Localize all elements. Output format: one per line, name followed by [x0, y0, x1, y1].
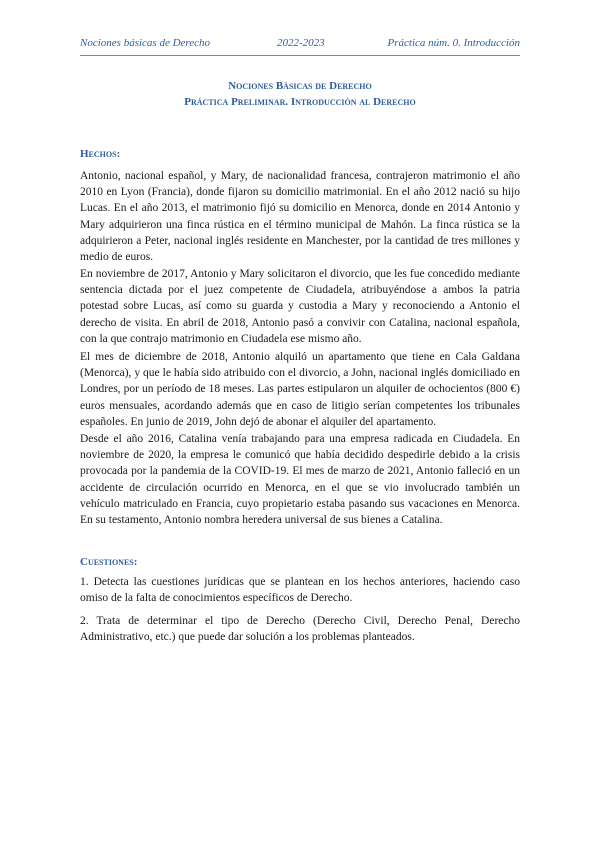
- document-subtitle: Práctica Preliminar. Introducción al Derecho: [184, 96, 416, 108]
- hechos-paragraph: Antonio, nacional español, y Mary, de nacionalidad francesa, contrajeron matrimonio el año 2010 en Lyon (Francia), donde fijaron su domicilio matrimonial. En el año 2012 nació su hijo Lucas. En el año 2013, el matrimonio fijó su domicilio en Menorca, donde en 2014 Antonio y Mary adquirieron una finca rústica en el término municipal de Mahón. La finca rústica se la adquirieron a Peter, nacional inglés residente en Manchester, por la cantidad de tres millones y medio de euros.: [80, 170, 520, 264]
- document-title: Nociones Básicas de Derecho: [228, 80, 372, 92]
- hechos-paragraph: El mes de diciembre de 2018, Antonio alquiló un apartamento que tiene en Cala Galdana (Menorca), y que le había sido atribuido con el divorcio, a John, nacional inglés domiciliado en Londres, por un período de 18 meses. Las partes estipularon un alquiler de ochocientos (800 €) euros mensuales, acordando además que en caso de litigio serían competentes los tribunales españoles. En junio de 2019, John dejó de abonar el alquiler del apartamento.: [80, 351, 520, 428]
- header-practice-number: Práctica núm. 0. Introducción: [387, 37, 520, 49]
- header-divider: [80, 55, 520, 56]
- section-heading-cuestiones: Cuestiones:: [80, 556, 138, 568]
- cuestion-item: 1. Detecta las cuestiones jurídicas que se plantean en los hechos anteriores, haciendo caso omiso de la falta de conocimientos específicos de Derecho.: [80, 576, 520, 605]
- hechos-paragraph: Desde el año 2016, Catalina venía trabajando para una empresa radicada en Ciudadela. En noviembre de 2020, la empresa le comunicó que había decidido despedirle debido a la crisis provocada por la pandemia de la COVID-19. El mes de marzo de 2021, Antonio falleció en un accidente de circulación ocurrido en Menorca, en el que se vio involucrado también un vehículo matriculado en Francia, cuyo propietario estaba pasando sus vacaciones en Menorca. En su testamento, Antonio nombra heredera universal de sus bienes a Catalina.: [80, 433, 520, 527]
- header-academic-year: 2022-2023: [277, 37, 325, 49]
- section-heading-hechos: Hechos:: [80, 148, 121, 160]
- cuestion-item: 2. Trata de determinar el tipo de Derecho (Derecho Civil, Derecho Penal, Derecho Administrativo, etc.) que puede dar solución a los problemas planteados.: [80, 615, 520, 644]
- running-header: [80, 37, 520, 53]
- header-course-title: Nociones básicas de Derecho: [80, 37, 211, 49]
- hechos-paragraph: En noviembre de 2017, Antonio y Mary solicitaron el divorcio, que les fue concedido mediante sentencia dictada por el juez competente de Ciudadela, atribuyéndose a ambos la patria potestad sobre Lucas, así como su guarda y custodia a Mary y reconociendo a Antonio el derecho de visita. En abril de 2018, Antonio pasó a convivir con Catalina, nacional española, con la que contrajo matrimonio en Ciudadela ese mismo año.: [80, 268, 520, 345]
